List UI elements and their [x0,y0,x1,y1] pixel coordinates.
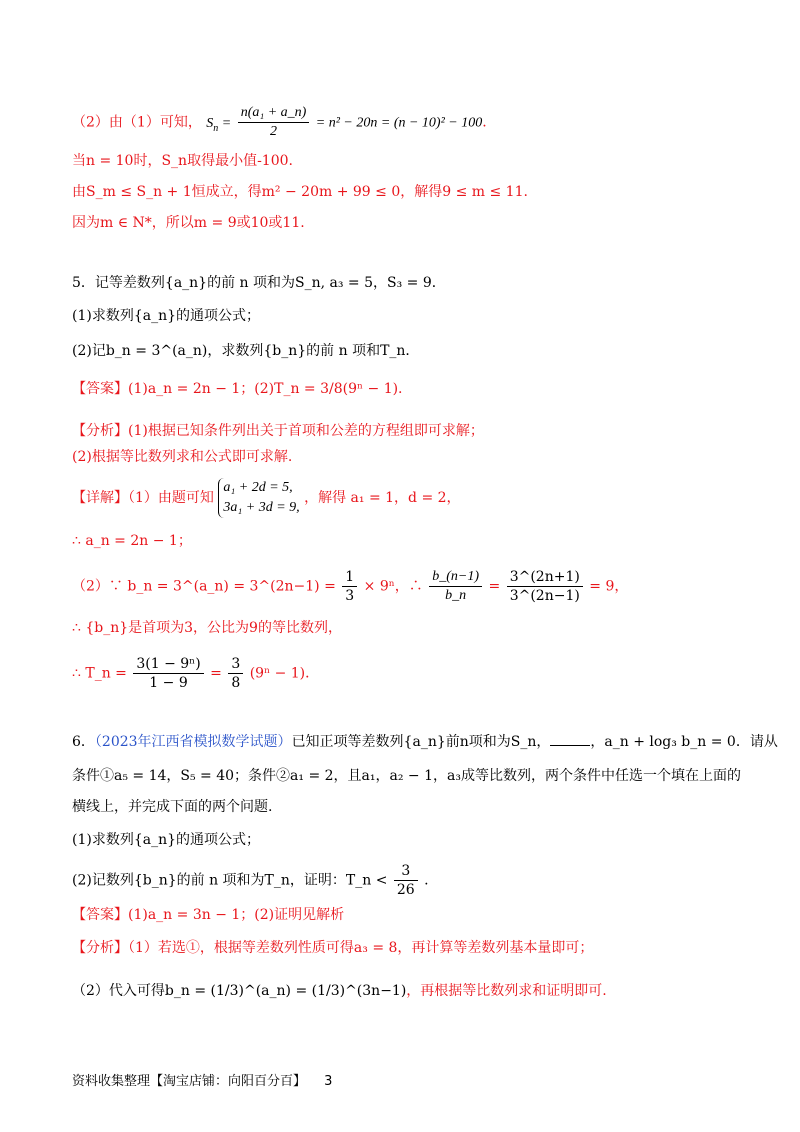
q6-blank [550,745,590,746]
q6-part2-a: (2)记数列{b_n}的前 n 项和为T_n，证明：T_n < [72,872,388,889]
q5-detail5-frac2 [228,655,243,692]
s4-formula-den: 2 [270,124,277,139]
q6-answer-line [72,904,344,926]
q5-detail4: ∴ {b_n}是首项为3，公比为9的等比数列， [72,620,342,636]
page-footer [72,1070,332,1089]
q5-detail5-frac1 [133,655,203,692]
q6-part2-b: . [424,872,429,889]
q5-analysis1: (1)根据已知条件列出关于首项和公差的方程组即可求解； [128,423,484,439]
q5-detail5-num: 3(1 − 9ⁿ) [133,655,203,674]
q5-analysis-line1 [72,420,484,442]
q5-detail3-num2: b_(n−1) [429,568,482,587]
s4-formula-rhs: = n² − 20n = (n − 10)² − 100 [315,115,483,131]
q5-detail1-prefix: （1）由题可知 [128,490,214,506]
q5-answer: (1)a_n = 2n − 1；(2)T_n = 3/8(9ⁿ − 1). [128,381,403,397]
q6-stem-line2: 条件①a₅ = 14，S₅ = 40；条件②a₁ = 2，且a₁，a₂ − 1，a₃成等比数列，两个条件中任选一个填在上面的 [72,768,741,784]
q5-detail1-suffix: ，解得 a₁ = 1，d = 2， [304,490,461,506]
page-number: 3 [324,1074,333,1089]
q6-analysis2-b: ，再根据等比数列求和证明即可. [406,983,607,999]
q5-answer-line [72,378,403,400]
q5-detail2: ∴ a_n = 2n − 1； [72,533,192,549]
s4-result-line: 因为m ∈ N*，所以m = 9或10或11. [72,215,305,231]
q5-detail5-line [72,655,319,692]
q6-answer-tag: 【答案】 [72,907,128,923]
q6-stem1: 已知正项等差数列{a_n}前n项和为S_n， [291,734,551,750]
q5-detail3-den: 3 [345,588,355,604]
q6-analysis2-a: （2）代入可得b_n = (1/3)^(a_n) = (1/3)^(3n−1) [72,983,407,999]
q5-detail3-num3: 3^(2n+1) [507,568,583,587]
q6-stem-line1 [72,731,778,753]
q5-detail3-b: × 9ⁿ，∴ [363,578,423,595]
q6-part2-den: 26 [396,882,415,898]
q6-stem-line3: 横线上，并完成下面的两个问题. [72,799,273,815]
q5-part2: (2)记b_n = 3^(a_n)，求数列{b_n}的前 n 项和T_n． [72,343,420,359]
s4-formula-lhs: $S_n$ = [206,115,232,134]
q5-stem: 5．记等差数列{a_n}的前 n 项和为S_n, a₃ = 5，S₃ = 9． [72,275,446,291]
q5-detail3-a: （2）∵ b_n = 3^(a_n) = 3^(2n−1) = [72,578,336,595]
q5-detail3-c: = 9， [589,578,629,595]
q5-detail3-num: 1 [342,568,357,587]
q6-part2-num: 3 [394,862,418,881]
q6-number: 6． [72,734,95,750]
q5-part1: (1)求数列{a_n}的通项公式； [72,308,261,324]
q5-sys-eq1: a₁ + 2d = 5, [223,480,293,495]
s4-part2-line [72,104,487,141]
q5-detail5-a: ∴ T_n = [72,665,127,682]
q6-analysis-line2 [72,980,607,1002]
q5-detail3-frac1 [342,568,357,605]
q5-detail3-frac2 [429,568,482,605]
q5-detail-line1 [72,478,461,518]
s4-min-line: 当n = 10时，S_n取得最小值-100. [72,153,293,169]
q5-detail3-eq: = [488,578,501,595]
q6-part1: (1)求数列{a_n}的通项公式； [72,832,261,848]
q5-detail5-c: (9ⁿ − 1)． [249,665,320,682]
q5-detail3-line [72,568,628,605]
s4-ineq-line: 由S_m ≤ S_n + 1恒成立，得m² − 20m + 99 ≤ 0，解得9 ≤ m ≤ 11. [72,184,528,200]
s4-formula-num: n(a₁ + a_n) [238,104,310,123]
q5-detail3-frac3 [507,568,583,605]
q5-equation-system [218,478,299,518]
q5-analysis-line2: (2)根据等比数列求和公式即可求解. [72,449,293,465]
q5-detail5-num2: 3 [228,655,243,674]
q5-answer-tag: 【答案】 [72,381,128,397]
q5-detail3-den2: b_n [445,588,467,603]
q6-part2-frac [394,862,418,899]
q6-analysis-tag: 【分析】 [72,940,128,956]
q6-stem1-end: ，a_n + log₃ b_n = 0．请从 [590,734,778,750]
q5-sys-eq2: 3a₁ + 3d = 9, [223,500,300,515]
q6-source: （2023年江西省模拟数学试题） [94,734,292,750]
q6-part2-line [72,862,429,899]
footer-text: 资料收集整理【淘宝店铺：向阳百分百】 [72,1074,307,1089]
q6-analysis-line1 [72,937,593,959]
s4-formula-fraction [238,104,310,141]
q5-detail3-den3: 3^(2n−1) [509,588,580,604]
q5-detail5-den2: 8 [231,675,241,691]
q5-detail5-den: 1 − 9 [149,675,188,691]
q5-detail-tag: 【详解】 [72,490,128,506]
s4-formula-end: . [482,114,487,131]
q5-analysis-tag: 【分析】 [72,423,128,439]
s4-part2-prefix: （2）由（1）可知， [72,114,202,131]
q6-answer: (1)a_n = 3n − 1；(2)证明见解析 [128,907,345,923]
q6-analysis1: （1）若选①，根据等差数列性质可得a₃ = 8，再计算等差数列基本量即可； [128,940,594,956]
q5-detail5-b: = [210,665,222,682]
